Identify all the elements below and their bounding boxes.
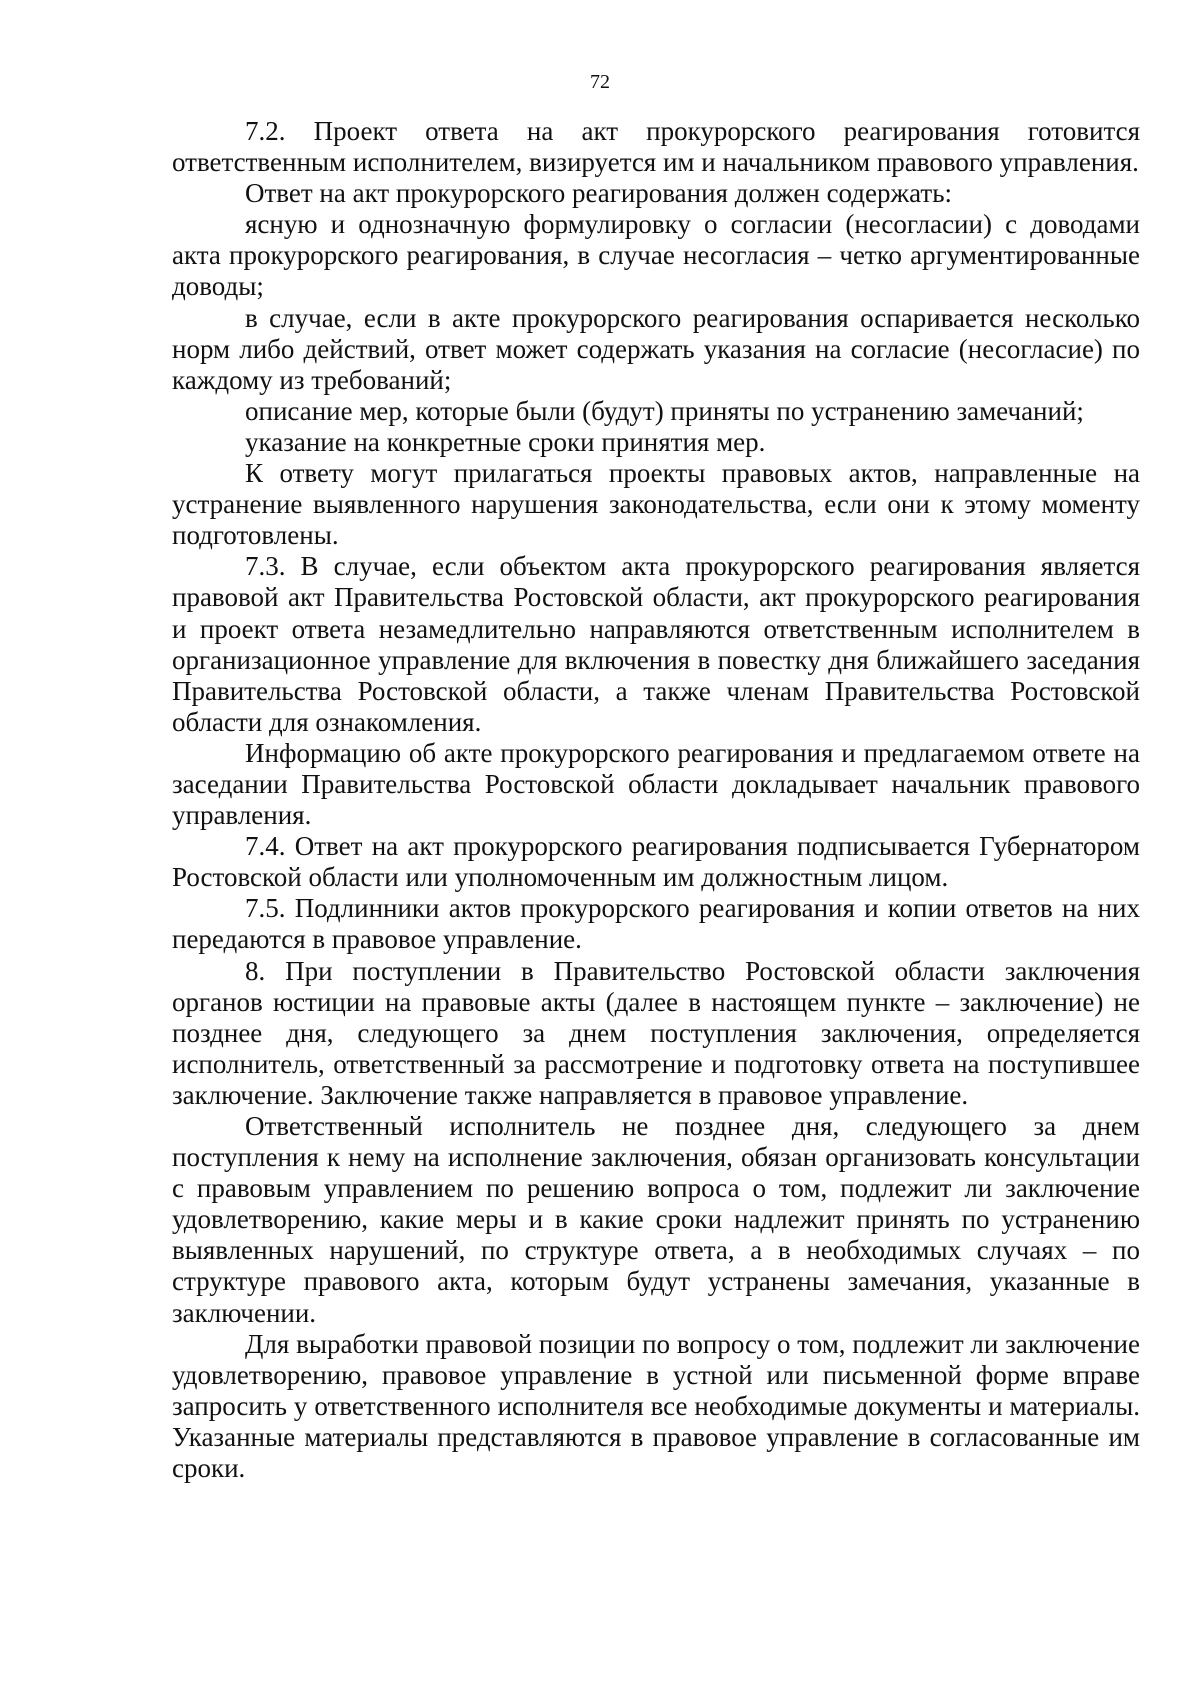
paragraph-measures-description: описание мер, которые были (будут) приняты по устранению замечаний; [245,395,1084,426]
paragraph-7-3: 7.3. В случае, если объектом акта прокурорского реагирования является правовой акт Правительства Ростовской области, акт прокурорского реагирования и проект ответа незамедлительно направляются ответственным исполнителем в организационное управление для включения в повестку дня ближайшего заседания Правительства Ростовской области, а также членам Правительства Ростовской области для ознакомления. [172,551,1140,737]
paragraph-clear-wording: ясную и однозначную формулировку о согласии (несогласии) с доводами акта прокурорского реагирования, в случае несогласия – четко аргументированные доводы; [172,209,1140,302]
paragraph-8: 8. При поступлении в Правительство Ростовской области заключения органов юстиции на правовые акты (далее в настоящем пункте – заключение) не позднее дня, следующего за днем поступления заключения, определяется исполнитель, ответственный за рассмотрение и подготовку ответа на поступившее заключение. Заключение также направляется в правовое управление. [172,955,1140,1110]
paragraph-report: Информацию об акте прокурорского реагирования и предлагаемом ответе на заседании Правительства Ростовской области докладывает начальник правового управления. [172,737,1140,831]
paragraph-deadlines: указание на конкретные сроки принятия мер. [245,426,766,457]
paragraph-7-4: 7.4. Ответ на акт прокурорского реагирования подписывается Губернатором Ростовской области или уполномоченным им должностным лицом. [172,831,1140,893]
paragraph-7-2: 7.2. Проект ответа на акт прокурорского реагирования готовится ответственным исполнителем, визируется им и начальником правового управления. [172,116,1140,178]
document-body [172,116,1140,1484]
paragraph-responsible-executor: Ответственный исполнитель не позднее дня, следующего за днем поступления к нему на исполнение заключения, обязан организовать консультации с правовым управлением по решению вопроса о том, подлежит ли заключение удовлетворению, какие меры и в какие сроки надлежит принять по устранению выявленных нарушений, по структуре ответа, а в необходимых случаях – по структуре правового акта, которым будут устранены замечания, указанные в заключении. [172,1111,1140,1328]
paragraph-answer-content-intro: Ответ на акт прокурорского реагирования должен содержать: [245,178,953,209]
page-number: 72 [590,71,610,93]
paragraph-7-5: 7.5. Подлинники актов прокурорского реагирования и копии ответов на них передаются в правовое управление. [172,893,1140,955]
paragraph-attachments: К ответу могут прилагаться проекты правовых актов, направленные на устранение выявленного нарушения законодательства, если они к этому моменту подготовлены. [172,458,1140,551]
paragraph-several-norms: в случае, если в акте прокурорского реагирования оспаривается несколько норм либо действий, ответ может содержать указания на согласие (несогласие) по каждому из требований; [172,302,1140,395]
paragraph-legal-position: Для выработки правовой позиции по вопросу о том, подлежит ли заключение удовлетворению, правовое управление в устной или письменной форме вправе запросить у ответственного исполнителя все необходимые документы и материалы. Указанные материалы представляются в правовое управление в согласованные им сроки. [172,1328,1140,1484]
